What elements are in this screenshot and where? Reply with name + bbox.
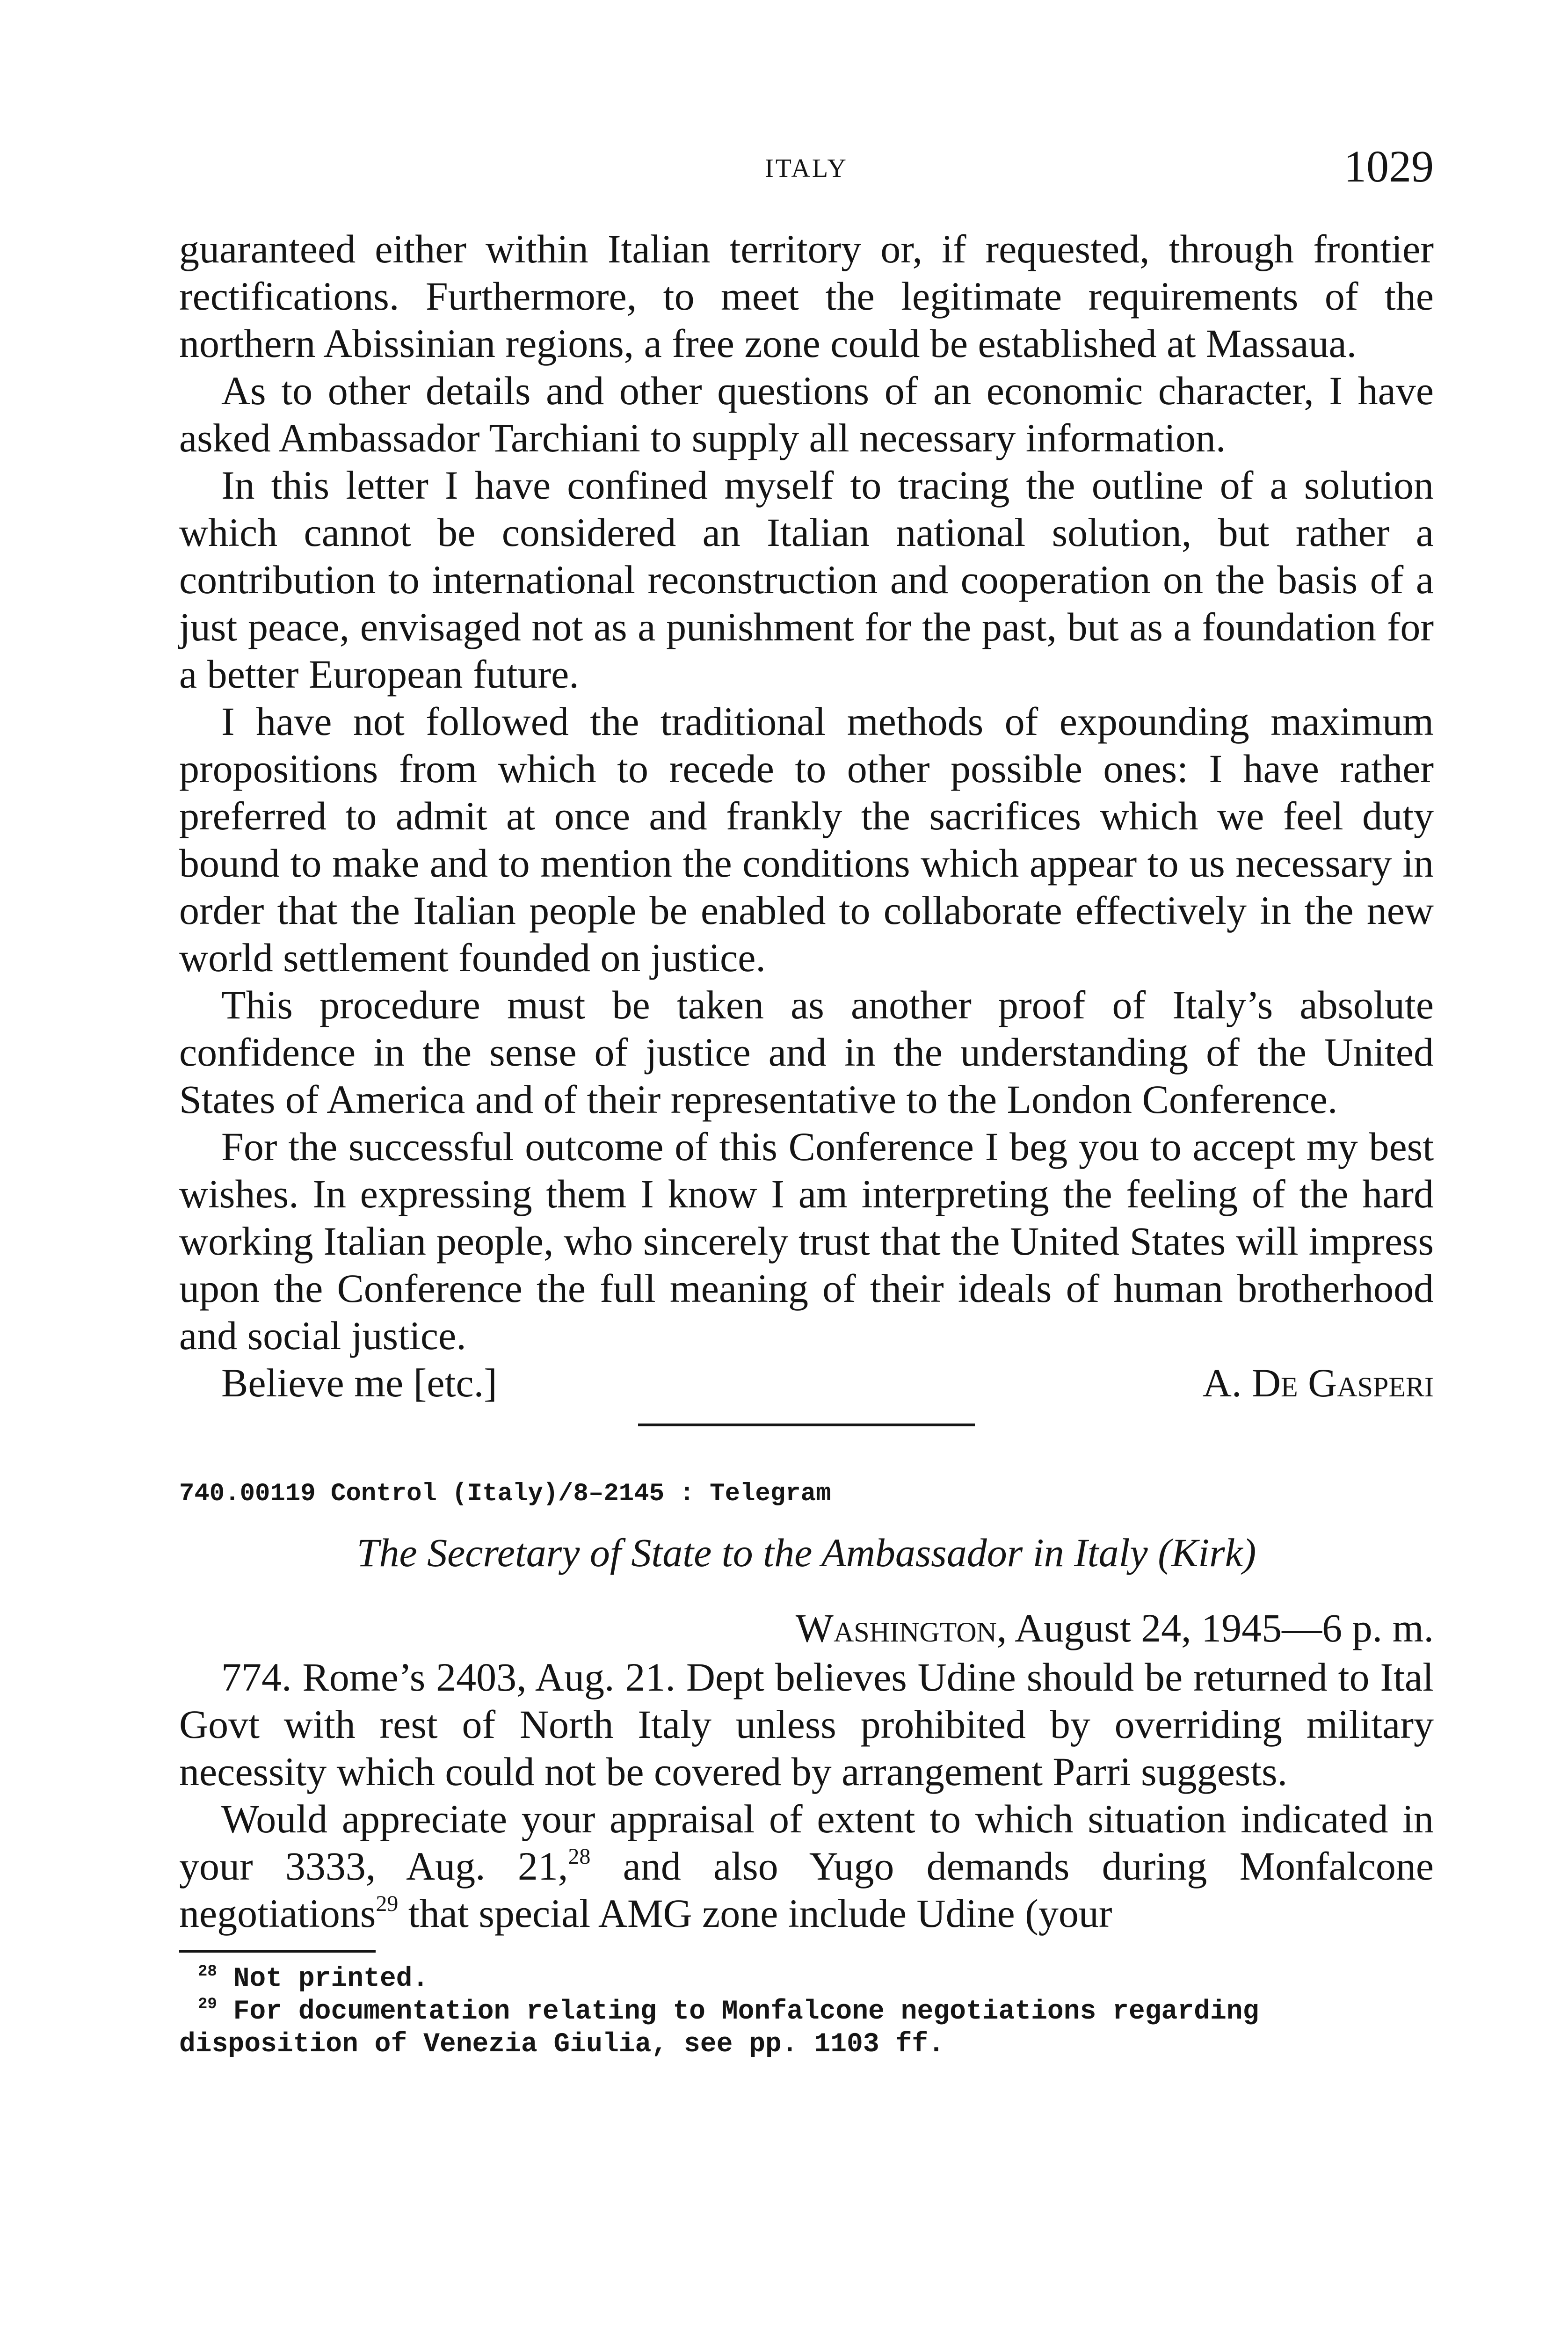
telegram-paragraph: 774. Rome’s 2403, Aug. 21. Dept believes Udine should be returned to Ital Govt with rest of North Italy unless prohibited by overriding military necessity which could not be covered by arrangement Parri suggests. [179,1655,1434,1794]
letter-paragraph: guaranteed either within Italian territory or, if requested, through frontier rectifications. Furthermore, to meet the legitimate requirements of the northern Abissinian regions, a free zone could be established at Massaua. [179,226,1434,366]
footnote-reference: 28 [568,1844,591,1869]
footnote [179,1963,1434,1996]
dateline [179,1605,1434,1652]
footnotes [179,1963,1434,2061]
letter-paragraph: For the successful outcome of this Conference I beg you to accept my best wishes. In expressing them I know I am interpreting the feeling of the hard working Italian people, who sincerely trust that the United States will impress upon the Conference the full meaning of their ideals of human brotherhood and social justice. [179,1124,1434,1358]
letter-closing: Believe me [etc.] [221,1360,497,1405]
footnote-marker: 28 [198,1963,217,1981]
running-title: ITALY [765,154,848,183]
letter-paragraph: In this letter I have confined myself to tracing the outline of a solution which cannot be considered an Italian national solution, but rather a contribution to international reconstruction and cooperation on the basis of a just peace, envisaged not as a punishment for the past, but as a foundation for a better European future. [179,463,1434,697]
page-body [179,225,1434,2061]
footnote-text: Not printed. [217,1964,429,1994]
dateline-date: , August 24, 1945—6 p. m. [996,1605,1434,1650]
document-heading: The Secretary of State to the Ambassador in Italy (Kirk) [356,1530,1256,1575]
telegram-text: and also Yugo demands during Monfalcone negotiations [179,1844,1434,1936]
telegram-text: that special AMG zone include Udine (your [398,1891,1112,1936]
letter-signoff [179,1359,1434,1407]
page-number: 1029 [1344,141,1434,191]
footnote-reference: 29 [376,1891,399,1916]
footnote-marker: 29 [198,1996,217,2013]
letter-signature: A. De Gasperi [1202,1360,1434,1405]
running-head [179,140,1434,196]
letter-paragraph: As to other details and other questions of an economic character, I have asked Ambassador Tarchiani to supply all necessary information. [179,368,1434,460]
file-reference: 740.00119 Control (Italy)/8–2145 : Telegram [179,1480,831,1508]
section-divider [638,1424,975,1426]
footnote-text: For documentation relating to Monfalcone negotiations regarding disposition of Venezia Giulia, see pp. 1103 ff. [179,1997,1259,2060]
telegram-paragraph [179,1795,1434,1937]
telegram-text: Would appreciate your appraisal of extent to which situation indicated in your 3333, Aug. 21, [179,1796,1434,1889]
footnote [179,1996,1434,2061]
footnote-rule [179,1950,376,1953]
letter-paragraph: This procedure must be taken as another proof of Italy’s absolute confidence in the sense of justice and in the understanding of the United States of America and of their representative to the London Conference. [179,982,1434,1122]
letter-paragraph: I have not followed the traditional methods of expounding maximum propositions from which to recede to other possible ones: I have rather preferred to admit at once and frankly the sacrifices which we feel duty bound to make and to mention the conditions which appear to us necessary in order that the Italian people be enabled to collaborate effectively in the new world settlement founded on justice. [179,699,1434,980]
dateline-place: Washington [795,1605,997,1650]
